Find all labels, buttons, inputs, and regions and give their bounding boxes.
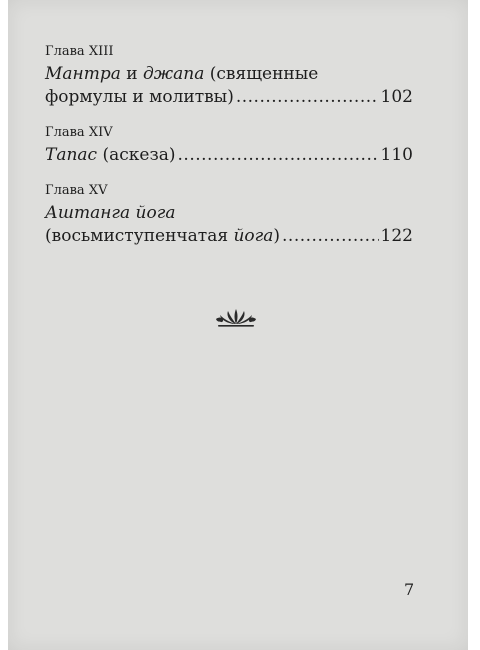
entry-title [45, 63, 413, 109]
chapter-label: Глава XIII [45, 44, 114, 59]
entry-title-line [45, 144, 413, 167]
entry-title-text: (аскеза) [97, 145, 176, 165]
entry-title-line [45, 63, 413, 86]
entry-title-text: и [120, 64, 144, 84]
entry-title [45, 202, 413, 248]
entry-title-italic: йога [233, 226, 274, 246]
entry-title-line [45, 202, 413, 225]
page-ref: 102 [380, 87, 413, 107]
entry-title-italic: Аштанга йога [45, 203, 176, 223]
entry-title-text: (восьмиступенчатая [45, 226, 234, 246]
entry-title-line [45, 86, 413, 109]
entry-title-italic: джапа [143, 64, 205, 84]
toc-entry [45, 183, 413, 248]
entry-title-italic: Мантра [45, 64, 121, 84]
entry-title [45, 144, 413, 167]
book-page [8, 0, 468, 650]
chapter-label: Глава XIV [45, 125, 113, 140]
entry-title-line [45, 225, 413, 248]
page-number: 7 [404, 580, 415, 599]
page-ref: 110 [380, 145, 413, 165]
dot-leader [236, 86, 379, 109]
entry-title-text: (священные [204, 64, 319, 84]
toc-entry [45, 125, 413, 167]
floral-ornament-icon [212, 306, 260, 328]
chapter-label: Глава XV [45, 183, 108, 198]
toc-entry [45, 44, 413, 109]
entry-title-text: формулы и молитвы) [45, 87, 234, 107]
entry-title-italic: Тапас [45, 145, 98, 165]
dot-leader [178, 144, 379, 167]
entry-title-text: ) [273, 226, 281, 246]
dot-leader [282, 225, 379, 248]
page-ref: 122 [380, 226, 413, 246]
table-of-contents [45, 44, 413, 248]
